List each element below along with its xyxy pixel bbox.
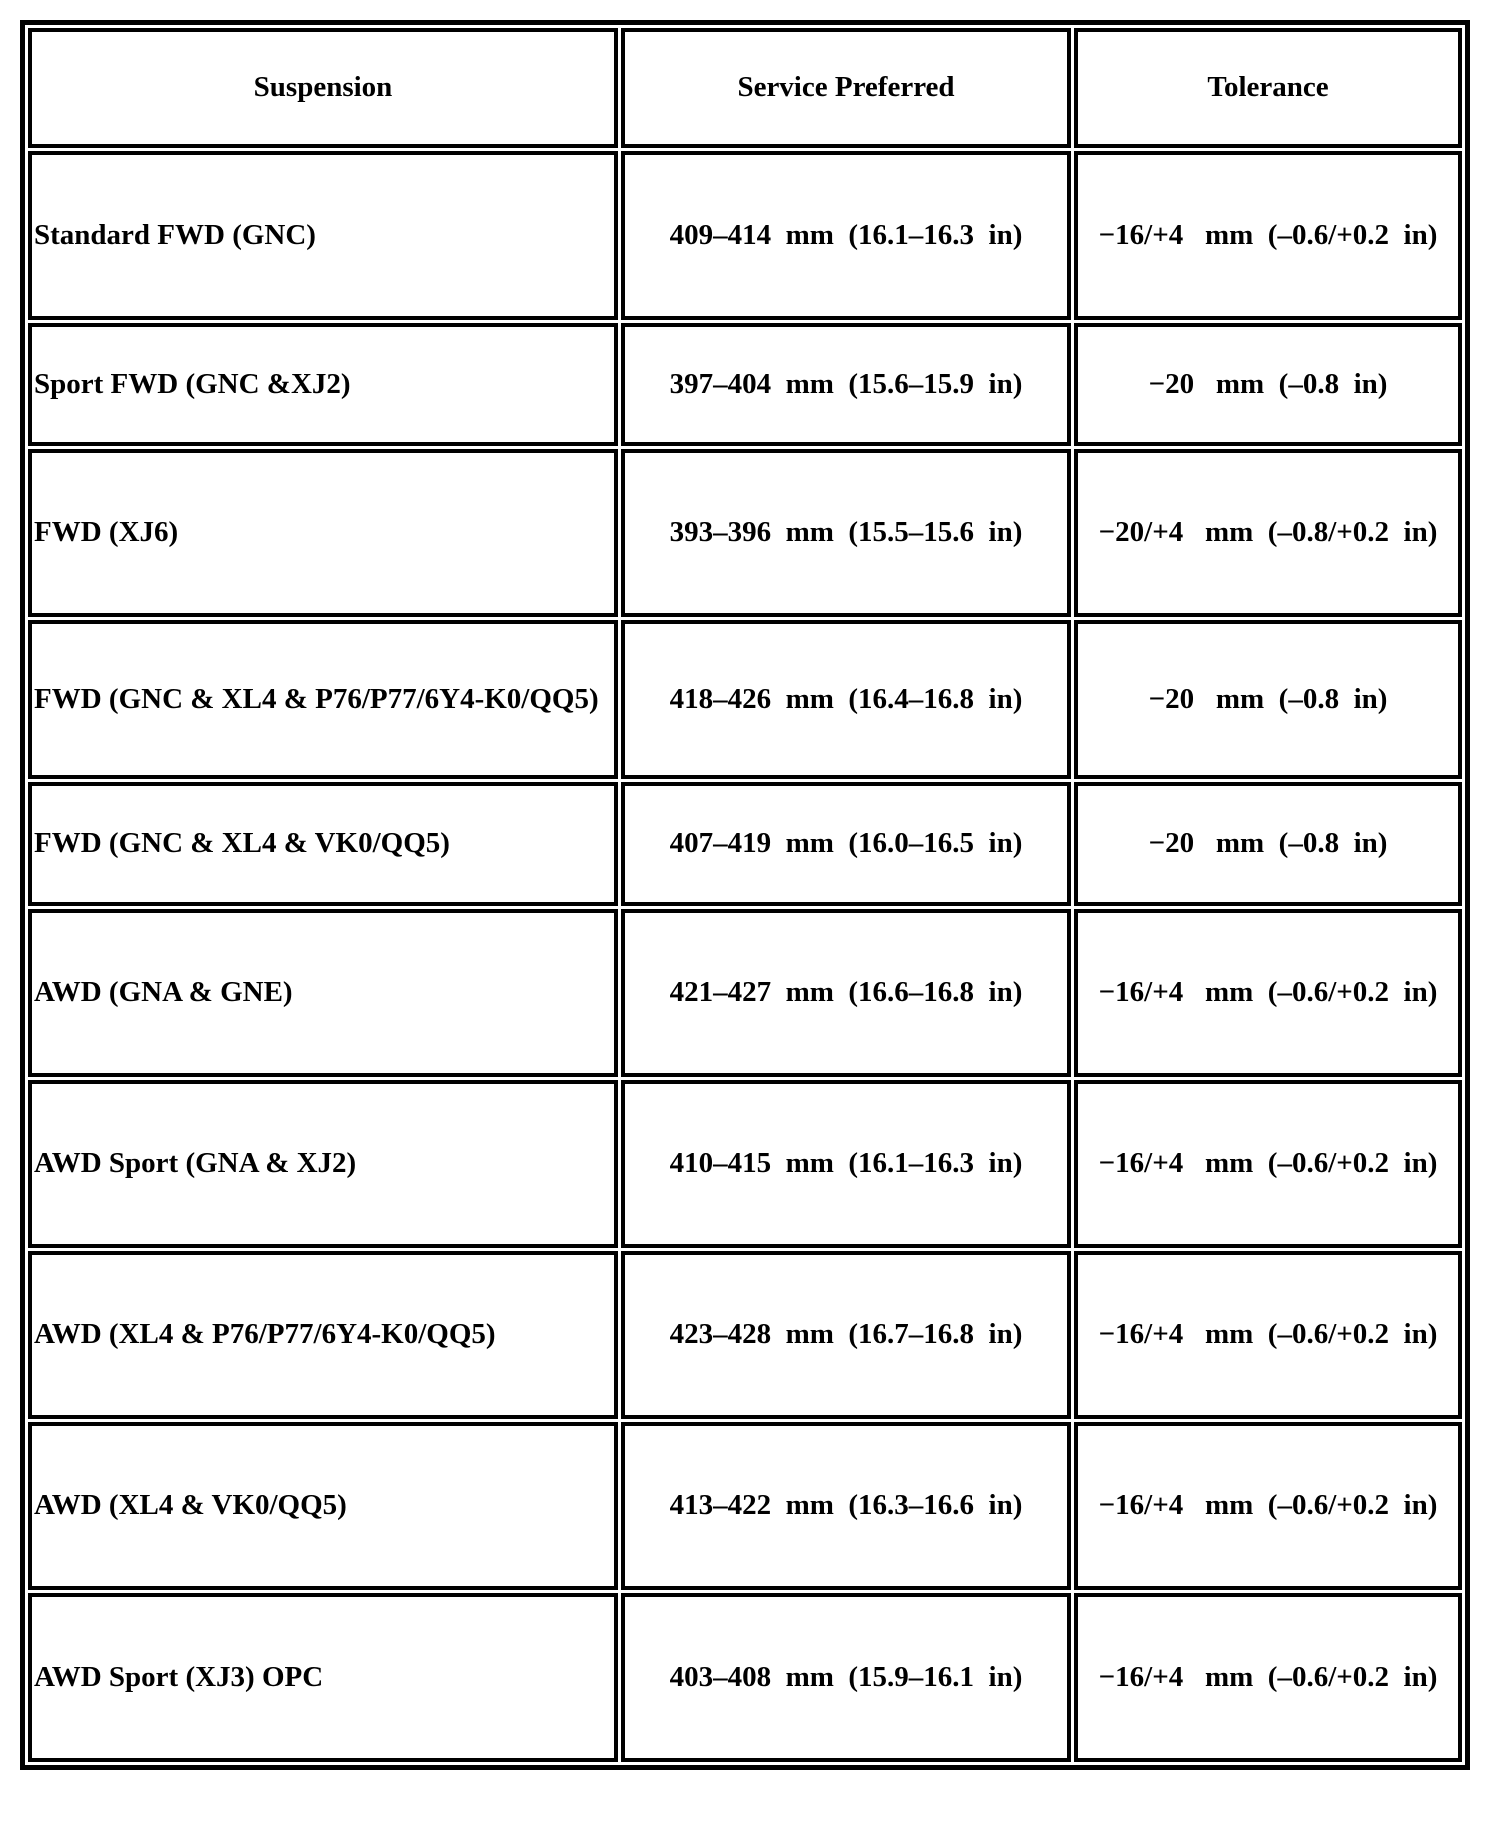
suspension-cell: FWD (GNC & XL4 & VK0/QQ5) bbox=[28, 782, 618, 906]
service-preferred-cell: 418–426 mm (16.4–16.8 in) bbox=[621, 620, 1071, 779]
table-row bbox=[28, 909, 1462, 1077]
tolerance-cell: −16/+4 mm (–0.6/+0.2 in) bbox=[1074, 1593, 1462, 1762]
service-preferred-cell: 421–427 mm (16.6–16.8 in) bbox=[621, 909, 1071, 1077]
suspension-cell: Standard FWD (GNC) bbox=[28, 151, 618, 320]
tolerance-cell: −16/+4 mm (–0.6/+0.2 in) bbox=[1074, 1080, 1462, 1248]
tolerance-cell: −16/+4 mm (–0.6/+0.2 in) bbox=[1074, 151, 1462, 320]
service-preferred-cell: 409–414 mm (16.1–16.3 in) bbox=[621, 151, 1071, 320]
header-service-preferred: Service Preferred bbox=[621, 28, 1071, 148]
suspension-cell: AWD (XL4 & VK0/QQ5) bbox=[28, 1422, 618, 1590]
service-preferred-cell: 423–428 mm (16.7–16.8 in) bbox=[621, 1251, 1071, 1419]
table-row bbox=[28, 782, 1462, 906]
table-row bbox=[28, 323, 1462, 446]
table-body bbox=[28, 151, 1462, 1762]
table-row bbox=[28, 1251, 1462, 1419]
suspension-cell: FWD (XJ6) bbox=[28, 449, 618, 617]
table-row bbox=[28, 620, 1462, 779]
suspension-cell: AWD Sport (GNA & XJ2) bbox=[28, 1080, 618, 1248]
tolerance-cell: −16/+4 mm (–0.6/+0.2 in) bbox=[1074, 909, 1462, 1077]
service-preferred-cell: 393–396 mm (15.5–15.6 in) bbox=[621, 449, 1071, 617]
header-row bbox=[28, 28, 1462, 148]
tolerance-cell: −20/+4 mm (–0.8/+0.2 in) bbox=[1074, 449, 1462, 617]
service-preferred-cell: 410–415 mm (16.1–16.3 in) bbox=[621, 1080, 1071, 1248]
table-row bbox=[28, 1593, 1462, 1762]
suspension-cell: AWD (GNA & GNE) bbox=[28, 909, 618, 1077]
service-preferred-cell: 403–408 mm (15.9–16.1 in) bbox=[621, 1593, 1071, 1762]
tolerance-cell: −16/+4 mm (–0.6/+0.2 in) bbox=[1074, 1422, 1462, 1590]
table-row bbox=[28, 1080, 1462, 1248]
service-preferred-cell: 407–419 mm (16.0–16.5 in) bbox=[621, 782, 1071, 906]
tolerance-cell: −20 mm (–0.8 in) bbox=[1074, 782, 1462, 906]
table-row bbox=[28, 1422, 1462, 1590]
header-tolerance: Tolerance bbox=[1074, 28, 1462, 148]
header-suspension: Suspension bbox=[28, 28, 618, 148]
service-preferred-cell: 413–422 mm (16.3–16.6 in) bbox=[621, 1422, 1071, 1590]
tolerance-cell: −20 mm (–0.8 in) bbox=[1074, 323, 1462, 446]
service-preferred-cell: 397–404 mm (15.6–15.9 in) bbox=[621, 323, 1071, 446]
tolerance-cell: −20 mm (–0.8 in) bbox=[1074, 620, 1462, 779]
suspension-cell: Sport FWD (GNC &XJ2) bbox=[28, 323, 618, 446]
tolerance-cell: −16/+4 mm (–0.6/+0.2 in) bbox=[1074, 1251, 1462, 1419]
suspension-cell: AWD (XL4 & P76/P77/6Y4-K0/QQ5) bbox=[28, 1251, 618, 1419]
suspension-spec-table bbox=[20, 20, 1470, 1770]
table-row bbox=[28, 449, 1462, 617]
table-row bbox=[28, 151, 1462, 320]
suspension-cell: FWD (GNC & XL4 & P76/P77/6Y4-K0/QQ5) bbox=[28, 620, 618, 779]
suspension-cell: AWD Sport (XJ3) OPC bbox=[28, 1593, 618, 1762]
